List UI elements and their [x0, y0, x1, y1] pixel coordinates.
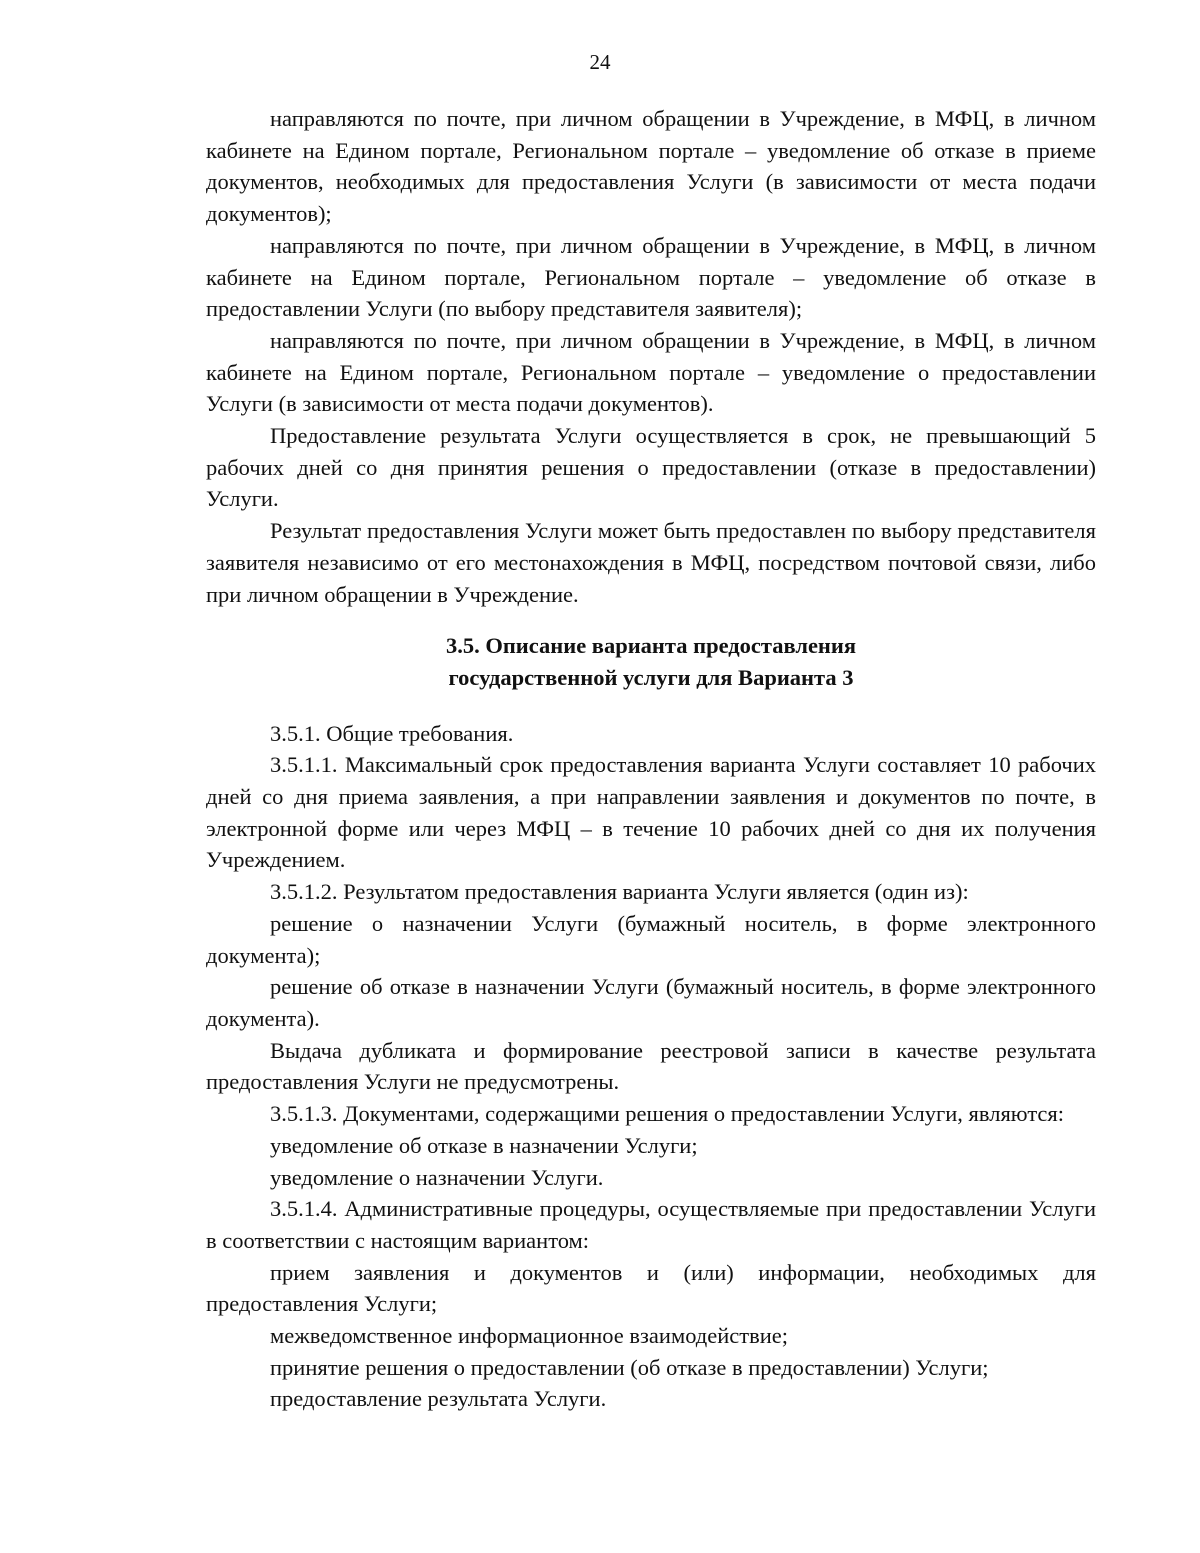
page-number: 24: [589, 50, 611, 74]
paragraph-delivery-refusal-provision: направляются по почте, при личном обращении в Учреждение, в МФЦ, в личном кабинете на Едином портале, Региональном портале – уведомление об отказе в предоставлении Услуги (по выбору представителя заявителя);: [206, 232, 1096, 322]
paragraph-result-type: 3.5.1.2. Результатом предоставления варианта Услуги является (один из):: [270, 879, 969, 905]
section-heading: [206, 630, 1096, 693]
paragraph-decision-documents: 3.5.1.3. Документами, содержащими решения о предоставлении Услуги, являются:: [270, 1101, 1065, 1127]
paragraph-general-requirements: 3.5.1. Общие требования.: [270, 720, 514, 746]
paragraph-duplicate-not-provided: Выдача дубликата и формирование реестровой записи в качестве результата предоставления Услуги не предусмотрены.: [206, 1037, 1096, 1095]
paragraph-delivery-refusal-acceptance: направляются по почте, при личном обращении в Учреждение, в МФЦ, в личном кабинете на Едином портале, Региональном портале – уведомление об отказе в приеме документов, необходимых для предоставления Услуги (в зависимости от места подачи документов);: [206, 106, 1096, 227]
list-item-grant-notice: уведомление о назначении Услуги.: [270, 1164, 604, 1190]
paragraph-administrative-procedures: 3.5.1.4. Административные процедуры, осуществляемые при предоставлении Услуги в соответствии с настоящим вариантом:: [206, 1196, 1096, 1253]
list-item-decision-making: принятие решения о предоставлении (об отказе в предоставлении) Услуги;: [270, 1354, 989, 1380]
paragraph-max-term: 3.5.1.1. Максимальный срок предоставления варианта Услуги составляет 10 рабочих дней со дня приема заявления, а при направлении заявления и документов по почте, в электронной форме или через МФЦ – в течение 10 рабочих дней со дня их получения Учреждением.: [206, 752, 1096, 873]
list-item-interagency-interaction: межведомственное информационное взаимодействие;: [270, 1323, 788, 1349]
section-heading-line-1: 3.5. Описание варианта предоставления: [445, 633, 857, 659]
document-body: [206, 103, 1096, 1415]
list-item-refusal-notice: уведомление об отказе в назначении Услуги;: [270, 1132, 698, 1158]
section-heading-line-2: государственной услуги для Варианта 3: [448, 664, 854, 690]
paragraph-result-deadline: Предоставление результата Услуги осуществляется в срок, не превышающий 5 рабочих дней со дня принятия решения о предоставлении (отказе в предоставлении) Услуги.: [206, 423, 1096, 512]
paragraph-result-delivery-method: Результат предоставления Услуги может быть предоставлен по выбору представителя заявителя независимо от его местонахождения в МФЦ, посредством почтовой связи, либо при личном обращении в Учреждение.: [206, 518, 1096, 607]
list-item-decision-grant: решение о назначении Услуги (бумажный носитель, в форме электронного документа);: [206, 910, 1096, 968]
list-item-application-intake: прием заявления и документов и (или) информации, необходимых для предоставления Услуги;: [206, 1259, 1096, 1317]
list-item-decision-refusal: решение об отказе в назначении Услуги (бумажный носитель, в форме электронного документа).: [206, 974, 1096, 1031]
list-item-result-delivery: предоставление результата Услуги.: [270, 1386, 607, 1412]
paragraph-delivery-provision-notice: направляются по почте, при личном обращении в Учреждение, в МФЦ, в личном кабинете на Едином портале, Региональном портале – уведомление о предоставлении Услуги (в зависимости от места подачи документов).: [206, 327, 1096, 417]
